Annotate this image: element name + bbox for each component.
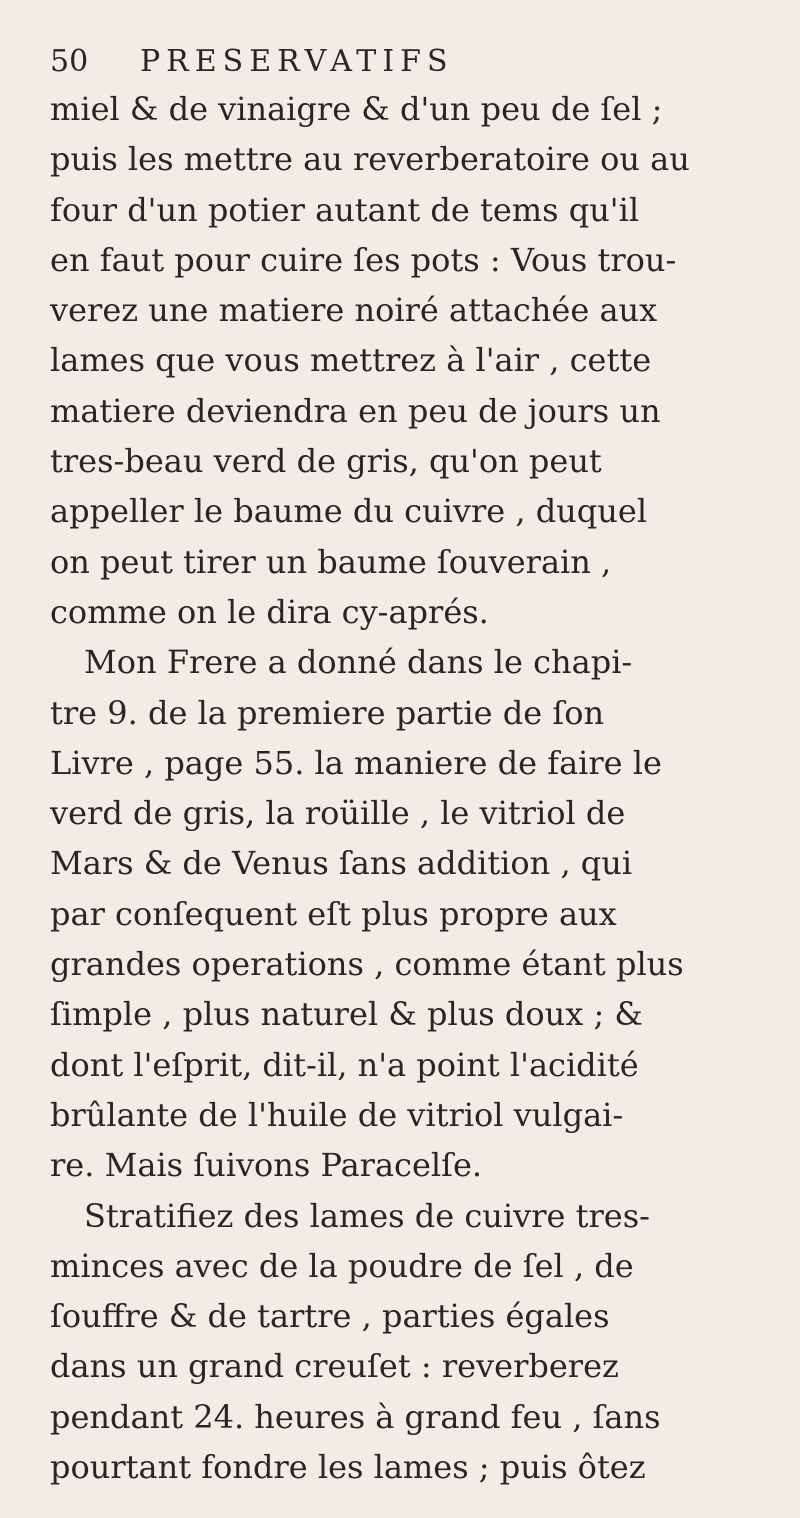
- text-line: brûlante de l'huile de vitriol vulgai-: [50, 1095, 624, 1134]
- text-line: Mars & de Venus ſans addition , qui: [50, 844, 633, 883]
- text-line: dans un grand creuſet : reverberez: [50, 1347, 619, 1386]
- text-line: minces avec de la poudre de ſel , de: [50, 1246, 634, 1285]
- text-line: pourtant fondre les lames ; puis ôtez: [50, 1448, 646, 1487]
- text-line: grandes operations , comme étant plus: [50, 945, 684, 984]
- text-line: Mon Frere a donné dans le chapi-: [84, 643, 633, 682]
- text-line: tre 9. de la premiere partie de ſon: [50, 693, 605, 732]
- text-line: appeller le baume du cuivre , duquel: [50, 492, 648, 531]
- page-header: [50, 42, 770, 82]
- text-line: four d'un potier autant de tems qu'il: [50, 190, 640, 229]
- text-line: ſouffre & de tartre , parties égales: [50, 1297, 610, 1336]
- text-line: tres-beau verd de gris, qu'on peut: [50, 442, 602, 481]
- text-line: matiere deviendra en peu de jours un: [50, 391, 661, 430]
- text-line: verez une matiere noiré attachée aux: [50, 291, 658, 330]
- body-text: [50, 84, 770, 1492]
- running-title: PRESERVATIFS: [140, 44, 454, 79]
- text-line: par conſequent eſt plus propre aux: [50, 894, 617, 933]
- text-line: pendant 24. heures à grand feu , ſans: [50, 1397, 661, 1436]
- text-line: comme on le dira cy-aprés.: [50, 592, 489, 631]
- text-line: ſimple , plus naturel & plus doux ; &: [50, 995, 643, 1034]
- text-line: puis les mettre au reverberatoire ou au: [50, 140, 690, 179]
- text-line: Livre , page 55. la maniere de faire le: [50, 743, 662, 782]
- text-line: Stratifiez des lames de cuivre tres-: [84, 1196, 650, 1235]
- text-line: verd de gris, la roüille , le vitriol de: [50, 794, 626, 833]
- text-line: dont l'eſprit, dit-il, n'a point l'acidité: [50, 1045, 639, 1084]
- page-number: 50: [50, 44, 89, 79]
- text-line: miel & de vinaigre & d'un peu de ſel ;: [50, 90, 663, 128]
- text-line: lames que vous mettrez à l'air , cette: [50, 341, 652, 380]
- text-line: re. Mais ſuivons Paracelſe.: [50, 1146, 483, 1185]
- text-line: on peut tirer un baume ſouverain ,: [50, 542, 612, 581]
- text-line: en faut pour cuire ſes pots : Vous trou-: [50, 240, 677, 279]
